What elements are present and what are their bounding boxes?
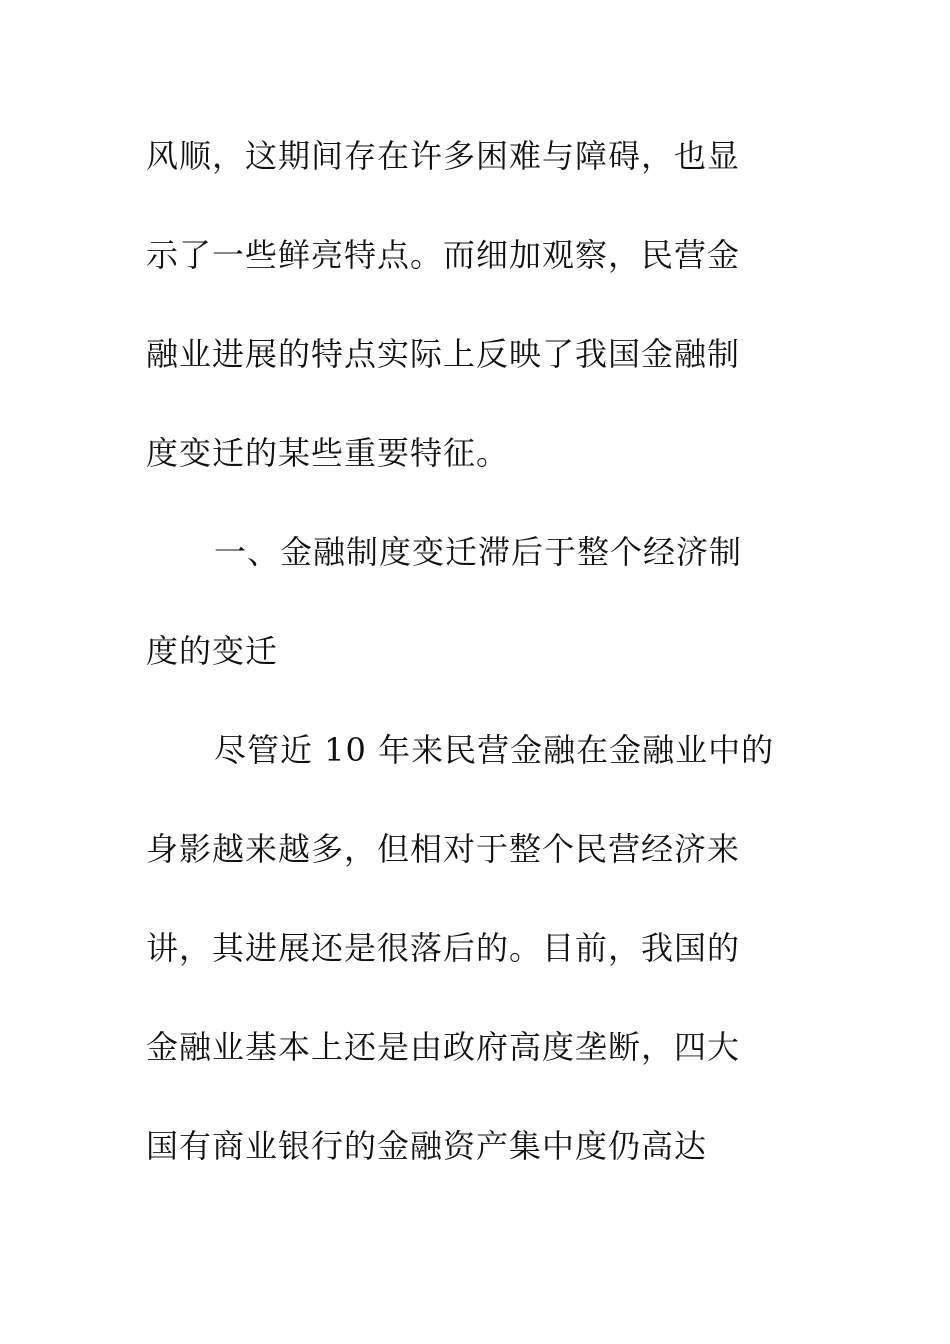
text-line: 国有商业银行的金融资产集中度仍高达 xyxy=(146,1127,708,1165)
text-line: 融业进展的特点实际上反映了我国金融制 xyxy=(146,335,741,373)
text-line: 身影越来越多，但相对于整个民营经济来 xyxy=(146,830,741,868)
text-line: 风顺，这期间存在许多困难与障碍，也显 xyxy=(146,137,741,175)
text-line: 度变迁的某些重要特征。 xyxy=(146,434,510,472)
text-line: 尽管近 10 年来民营金融在金融业中的 xyxy=(214,731,775,769)
text-line: 金融业基本上还是由政府高度垄断，四大 xyxy=(146,1028,741,1066)
section-heading-line: 度的变迁 xyxy=(146,632,279,670)
section-heading-line: 一、金融制度变迁滞后于整个经济制 xyxy=(214,533,743,571)
text-line: 讲，其进展还是很落后的。目前，我国的 xyxy=(146,929,741,967)
text-line: 示了一些鲜亮特点。而细加观察，民营金 xyxy=(146,236,741,274)
